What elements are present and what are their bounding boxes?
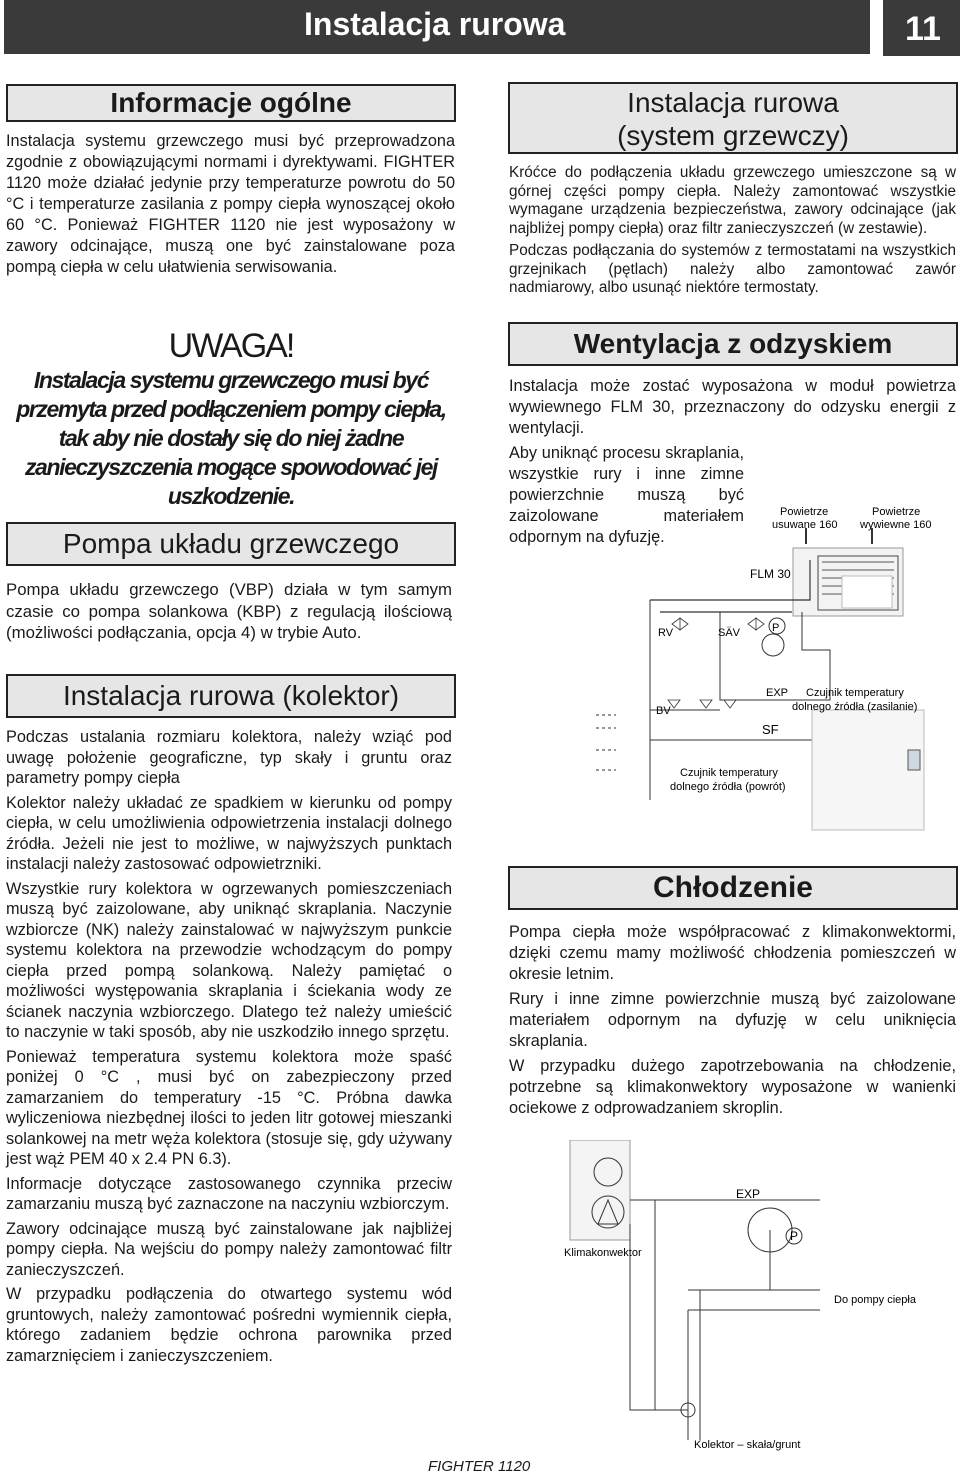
heading-collector-text: Instalacja rurowa (kolektor) xyxy=(62,680,400,711)
warning-title: UWAGA! xyxy=(168,327,294,365)
label-air-out-1: Powietrze xyxy=(780,506,829,518)
label-bv: BV xyxy=(656,705,671,717)
label-sav: SÄV xyxy=(718,627,741,639)
heading-pump-text: Pompa układu grzewczego xyxy=(62,528,400,559)
label-air-in-2: wywiewne 160 xyxy=(860,519,932,531)
flm-fan xyxy=(842,576,892,608)
label-air-in-1: Powietrze xyxy=(872,506,921,518)
general-paragraph: Instalacja systemu grzewczego musi być przeprowadzona zgodnie z obowiązującymi normami i dyrektywami. FIGHTER 1120 może działać jedynie przy temperaturze powrotu do 50 °C i temperaturze zasilania z pompy ciepła wynoszącej około 60 °C. Ponieważ FIGHTER 1120 nie jest wyposażony w zawory odcinające, muszą one być zainstalowane poza pompą ciepła w celu ułatwienia serwisowania. xyxy=(6,132,455,276)
label-air-out-2: usuwane 160 xyxy=(772,519,838,531)
label-sensor-return-2: dolnego źródła (powrót) xyxy=(670,781,786,793)
heading-ventilation xyxy=(508,322,958,366)
cooling-text xyxy=(509,922,956,1123)
label-rv: RV xyxy=(658,627,674,639)
label-sensor-supply-2: dolnego źródła (zasilanie) xyxy=(792,701,918,713)
ventilation-paragraph: Aby uniknąć procesu skraplania, wszystkie rury i inne zimne powierzchnie muszą być zaizolowane materiałem odpornym na dyfuzję. xyxy=(509,444,744,546)
heading-heating-line2: (system grzewczy) xyxy=(617,120,849,151)
pipe-ground xyxy=(650,710,820,740)
label-to-pump: Do pompy ciepła xyxy=(834,1294,916,1306)
heat-pump-display xyxy=(908,750,920,770)
heading-cooling xyxy=(508,866,958,910)
ground-coil-1 xyxy=(596,715,616,770)
heating-paragraph: Króćce do podłączenia układu grzewczego umieszczone są w górnej części pompy ciepła. Należy zamontować wszystkie wymagane urządzenia bezpieczeństwa, zawory odcinające (jak najbliżej pompy ciepła) oraz filtr zanieczyszczeń (w zestawie). xyxy=(509,164,956,237)
heading-general xyxy=(6,84,456,122)
expansion-vessel xyxy=(762,634,784,656)
collector-paragraph: W przypadku podłączenia do otwartego systemu wód gruntowych, należy zamontować pośredni wymiennik ciepła, którego zadaniem będzie ochrona parownika przed zamarznięciem i zanieczyszczeniem. xyxy=(6,1285,452,1365)
collector-paragraph: Kolektor należy układać ze spadkiem w kierunku od pompy ciepła, w celu umożliwienia odpowietrzenia instalacji dolnego źródła. Jeżeli nie jest to możliwe, w najwyższych punktach instalacji należy zastosować odpowietrzniki. xyxy=(6,793,452,873)
valve-rv xyxy=(672,618,688,630)
page-title: Instalacja rurowa xyxy=(304,6,566,42)
collector-paragraph: Informacje dotyczące zastosowanego czynnika przeciw zamarzaniu muszą być zaznaczone na naczyniu wzbiorczym. xyxy=(6,1174,452,1213)
collector-paragraph: Wszystkie rury kolektora w ogrzewanych pomieszczeniach muszą być zaizolowane, aby uniknąć skraplania. Naczynie wzbiorcze (NK) należy zainstalować w najwyższym punkcie systemu kolektora na przewodzie wchodzącym do pompy ciepła przed pompą solankową. Należy pamiętać o możliwości występowania skraplania i ściekania wody ze ścianek naczynia wzbiorczego. Dlatego też należy umieścić to naczynie w taki sposób, aby nie uszkodziło innego sprzętu. xyxy=(6,879,452,1041)
heading-cooling-text: Chłodzenie xyxy=(652,871,813,904)
ventilation-paragraph: Instalacja może zostać wyposażona w moduł powietrza wywiewnego FLM 30, przeznaczony do odzysku energii z wentylacji. xyxy=(509,377,956,437)
general-text xyxy=(6,131,455,282)
label-p-2: P xyxy=(790,1229,799,1243)
heading-heating xyxy=(508,82,958,154)
cooling-paragraph: Rury i inne zimne powierzchnie muszą być zaizolowane materiałem odpornym na dyfuzję w celu uniknięcia skraplania. xyxy=(509,990,956,1050)
ventilation-diagram xyxy=(580,500,940,840)
cooling-paragraph: Pompa ciepła może współpracować z klimakonwektormi, dzięki czemu mamy możliwość chłodzenia pomieszczeń w okresie letnim. xyxy=(509,923,956,983)
label-sf: SF xyxy=(762,722,779,737)
collector-paragraph: Podczas ustalania rozmiaru kolektora, należy wziąć pod uwagę położenie geograficzne, typ skały i gruntu oraz parametry pompy ciepła xyxy=(6,728,452,787)
valve-sav xyxy=(748,618,764,630)
footer-brand: FIGHTER 1120 xyxy=(428,1458,531,1475)
collector-paragraph: Ponieważ temperatura systemu kolektora może spaść poniżej 0 °C , musi być on zabezpieczony przed zamarzaniem do temperatury -15 °C. Próbna dawka wyliczeniowa niezbędnej ilości to jeden litr gotowej mieszanki solankowej na metr węża kolektora (stosuje się, gdy używany jest wąż PEM 40 x 2.4 PN 6.3). xyxy=(6,1047,452,1168)
valve-bv-3 xyxy=(724,700,736,708)
heading-pump xyxy=(6,522,456,566)
page-number: 11 xyxy=(905,10,941,48)
warning-text: Instalacja systemu grzewczego musi być przemyta przed podłączeniem pompy ciepła, tak aby nie dostały się do niej żadne zanieczyszczenia mogące spowodować jej uszkodzenie. xyxy=(16,367,446,509)
collector-text xyxy=(6,727,452,1370)
label-exp: EXP xyxy=(766,687,789,699)
heating-paragraph: Podczas podłączania do systemów z termostatami na wszystkich grzejnikach (pętlach) należy albo zamontować zawór nadmiarowy, albo usunąć niektóre termostaty. xyxy=(509,242,956,296)
header-bar xyxy=(4,0,870,54)
label-p: P xyxy=(772,622,780,634)
label-fan-coil: Klimakonwektor xyxy=(564,1247,642,1259)
collector-lines xyxy=(688,1290,700,1440)
label-flm: FLM 30 xyxy=(750,567,791,581)
heating-text xyxy=(509,164,956,302)
pipe-line-4 xyxy=(688,1230,820,1310)
warning-block xyxy=(8,326,454,511)
cooling-paragraph: W przypadku dużego zapotrzebowania na chłodzenie, potrzebne są klimakonwektory wyposażone w wanienki ociekowe z odprowadzaniem skroplin. xyxy=(509,1057,956,1117)
heading-heating-line1: Instalacja rurowa xyxy=(627,87,839,118)
fan-coil-unit xyxy=(570,1140,630,1240)
heading-ventilation-text: Wentylacja z odzyskiem xyxy=(573,328,893,359)
valve-bv-2 xyxy=(700,700,712,708)
pump-text xyxy=(6,579,452,648)
label-sensor-return-1: Czujnik temperatury xyxy=(680,767,778,779)
collector-paragraph: Zawory odcinające muszą być zainstalowane jak najbliżej pompy ciepła. Na wejściu do pompy należy zamontować filtr zanieczyszczeń. xyxy=(6,1219,452,1279)
cooling-diagram xyxy=(560,1140,940,1460)
heading-collector xyxy=(6,674,456,718)
page-number-box xyxy=(880,0,960,56)
heat-pump-unit xyxy=(812,710,924,830)
label-exp-2: EXP xyxy=(736,1187,761,1201)
pump-paragraph: Pompa układu grzewczego (VBP) działa w tym samym czasie co pompa solankowa (KBP) z regulacją ilościową (możliwości podłączania, opcja 4) w trybie Auto. xyxy=(6,580,452,642)
label-collector: Kolektor – skała/grunt xyxy=(694,1439,801,1451)
label-sensor-supply-1: Czujnik temperatury xyxy=(806,687,904,699)
heading-general-text: Informacje ogólne xyxy=(110,87,352,118)
